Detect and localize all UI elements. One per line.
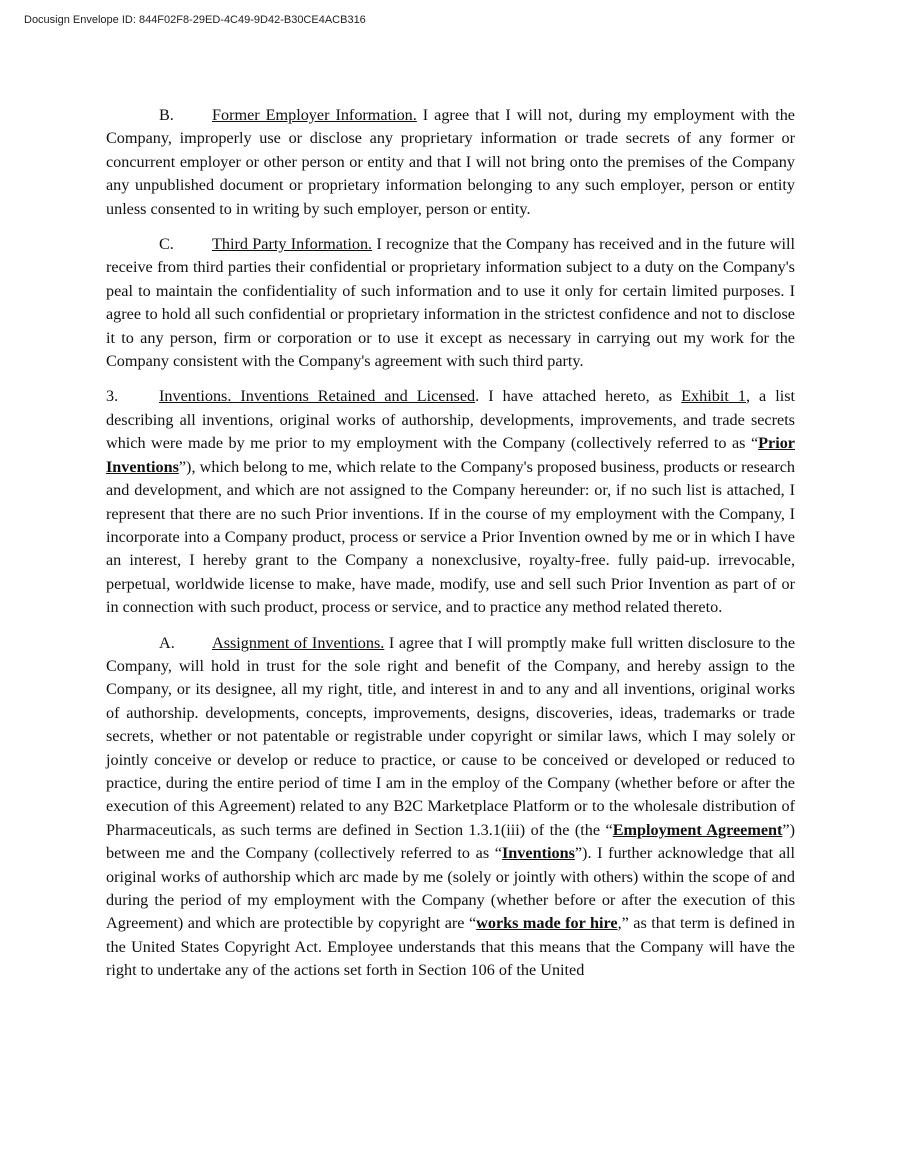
section-b-text: I agree that I will not, during my employment with the Company, improperly use or disclose any proprietary information or trade secrets of any former or concurrent employer or other person or entity and that I will not bring onto the premises of the Company any unpublished document or proprietary information belonging to any such employer, person or entity unless consented to in writing by such employer, person or entity. bbox=[106, 106, 795, 218]
section-a-text-4: ,” as that term is defined in the United States Copyright Act. Employee understands that this means that the Company will have the right to undertake any of the actions set forth in Section 106 of the United bbox=[106, 914, 795, 980]
section-a-heading: Assignment of Inventions. bbox=[212, 633, 385, 652]
prior-inventions-term: Prior Inventions bbox=[106, 434, 795, 476]
section-b-paragraph bbox=[106, 104, 795, 221]
section-c-text: I recognize that the Company has received and in the future will receive from third parties their confidential or proprietary information subject to a duty on the Company's peal to maintain the confidentiality of such information and to use it only for certain limited purposes. I agree to hold all such confidential or proprietary information in the strictest confidence and not to disclose it to any person, firm or corporation or to use it except as necessary in carrying out my work for the Company consistent with the Company's agreement with such third party. bbox=[106, 235, 796, 371]
section-3-text-3: ”), which belong to me, which relate to the Company's proposed business, products or research and development, and which are not assigned to the Company hereunder: or, if no such list is attached, I represent that there are no such Prior inventions. If in the course of my employment with the Company, I incorporate into a Company product, process or service a Prior Invention owned by me or in which I have an interest, I hereby grant to the Company a nonexclusive, royalty-free. fully paid-up. irrevocable, perpetual, worldwide license to make, have made, modify, use and sell such Prior Invention as part of or in connection with such product, process or service, and to practice any method related thereto. bbox=[106, 457, 795, 617]
section-c-label: C. bbox=[159, 235, 174, 254]
section-a-text-1: I agree that I will promptly make full written disclosure to the Company, will hold in trust for the sole right and benefit of the Company, and hereby assign to the Company, or its designee, all my right, title, and interest in and to any and all inventions, original works of authorship. developments, concepts, improvements, designs, discoveries, ideas, trademarks or trade secrets, whether or not patentable or registrable under copyright or similar laws, which I may solely or jointly conceive or develop or reduce to practice, or cause to be conceived or developed or reduced to practice, during the entire period of time I am in the employ of the Company (whether before or after the execution of this Agreement) related to any B2C Marketplace Platform or to the wholesale distribution of Pharmaceuticals, as such terms are defined in Section 1.3.1(iii) of the (the “ bbox=[106, 633, 795, 839]
section-c-paragraph bbox=[106, 233, 795, 373]
document-page bbox=[106, 104, 795, 995]
works-made-for-hire-term: works made for hire bbox=[476, 914, 618, 933]
section-3-text-2: , a list describing all inventions, original works of authorship, developments, improvements, and trade secrets which were made by me prior to my employment with the Company (collectively referred to as “ bbox=[106, 387, 795, 453]
exhibit-1-reference: Exhibit 1 bbox=[681, 387, 746, 406]
employment-agreement-term: Employment Agreement bbox=[612, 820, 783, 839]
section-c-heading: Third Party Information. bbox=[212, 235, 373, 254]
section-a-paragraph bbox=[106, 632, 795, 983]
section-b-heading: Former Employer Information. bbox=[212, 106, 417, 124]
section-3-paragraph bbox=[106, 385, 795, 619]
section-a-text-2: ”) between me and the Company (collectively referred to as “ bbox=[106, 820, 795, 863]
section-3-heading: Inventions. Inventions Retained and Licensed bbox=[159, 387, 476, 406]
section-a-label: A. bbox=[159, 633, 175, 652]
inventions-term: Inventions bbox=[502, 844, 575, 863]
section-3-text-1: . I have attached hereto, as bbox=[475, 387, 682, 406]
section-b-label: B. bbox=[159, 106, 174, 124]
section-a-text-3: ”). I further acknowledge that all original works of authorship which arc made by me (solely or jointly with others) within the scope of and during the period of my employment with the Company (whether before or after the execution of this Agreement) and which are protectible by copyright are “ bbox=[106, 844, 796, 933]
section-3-label: 3. bbox=[106, 387, 119, 406]
envelope-id: Docusign Envelope ID: 844F02F8-29ED-4C49-9D42-B30CE4ACB316 bbox=[24, 14, 366, 26]
